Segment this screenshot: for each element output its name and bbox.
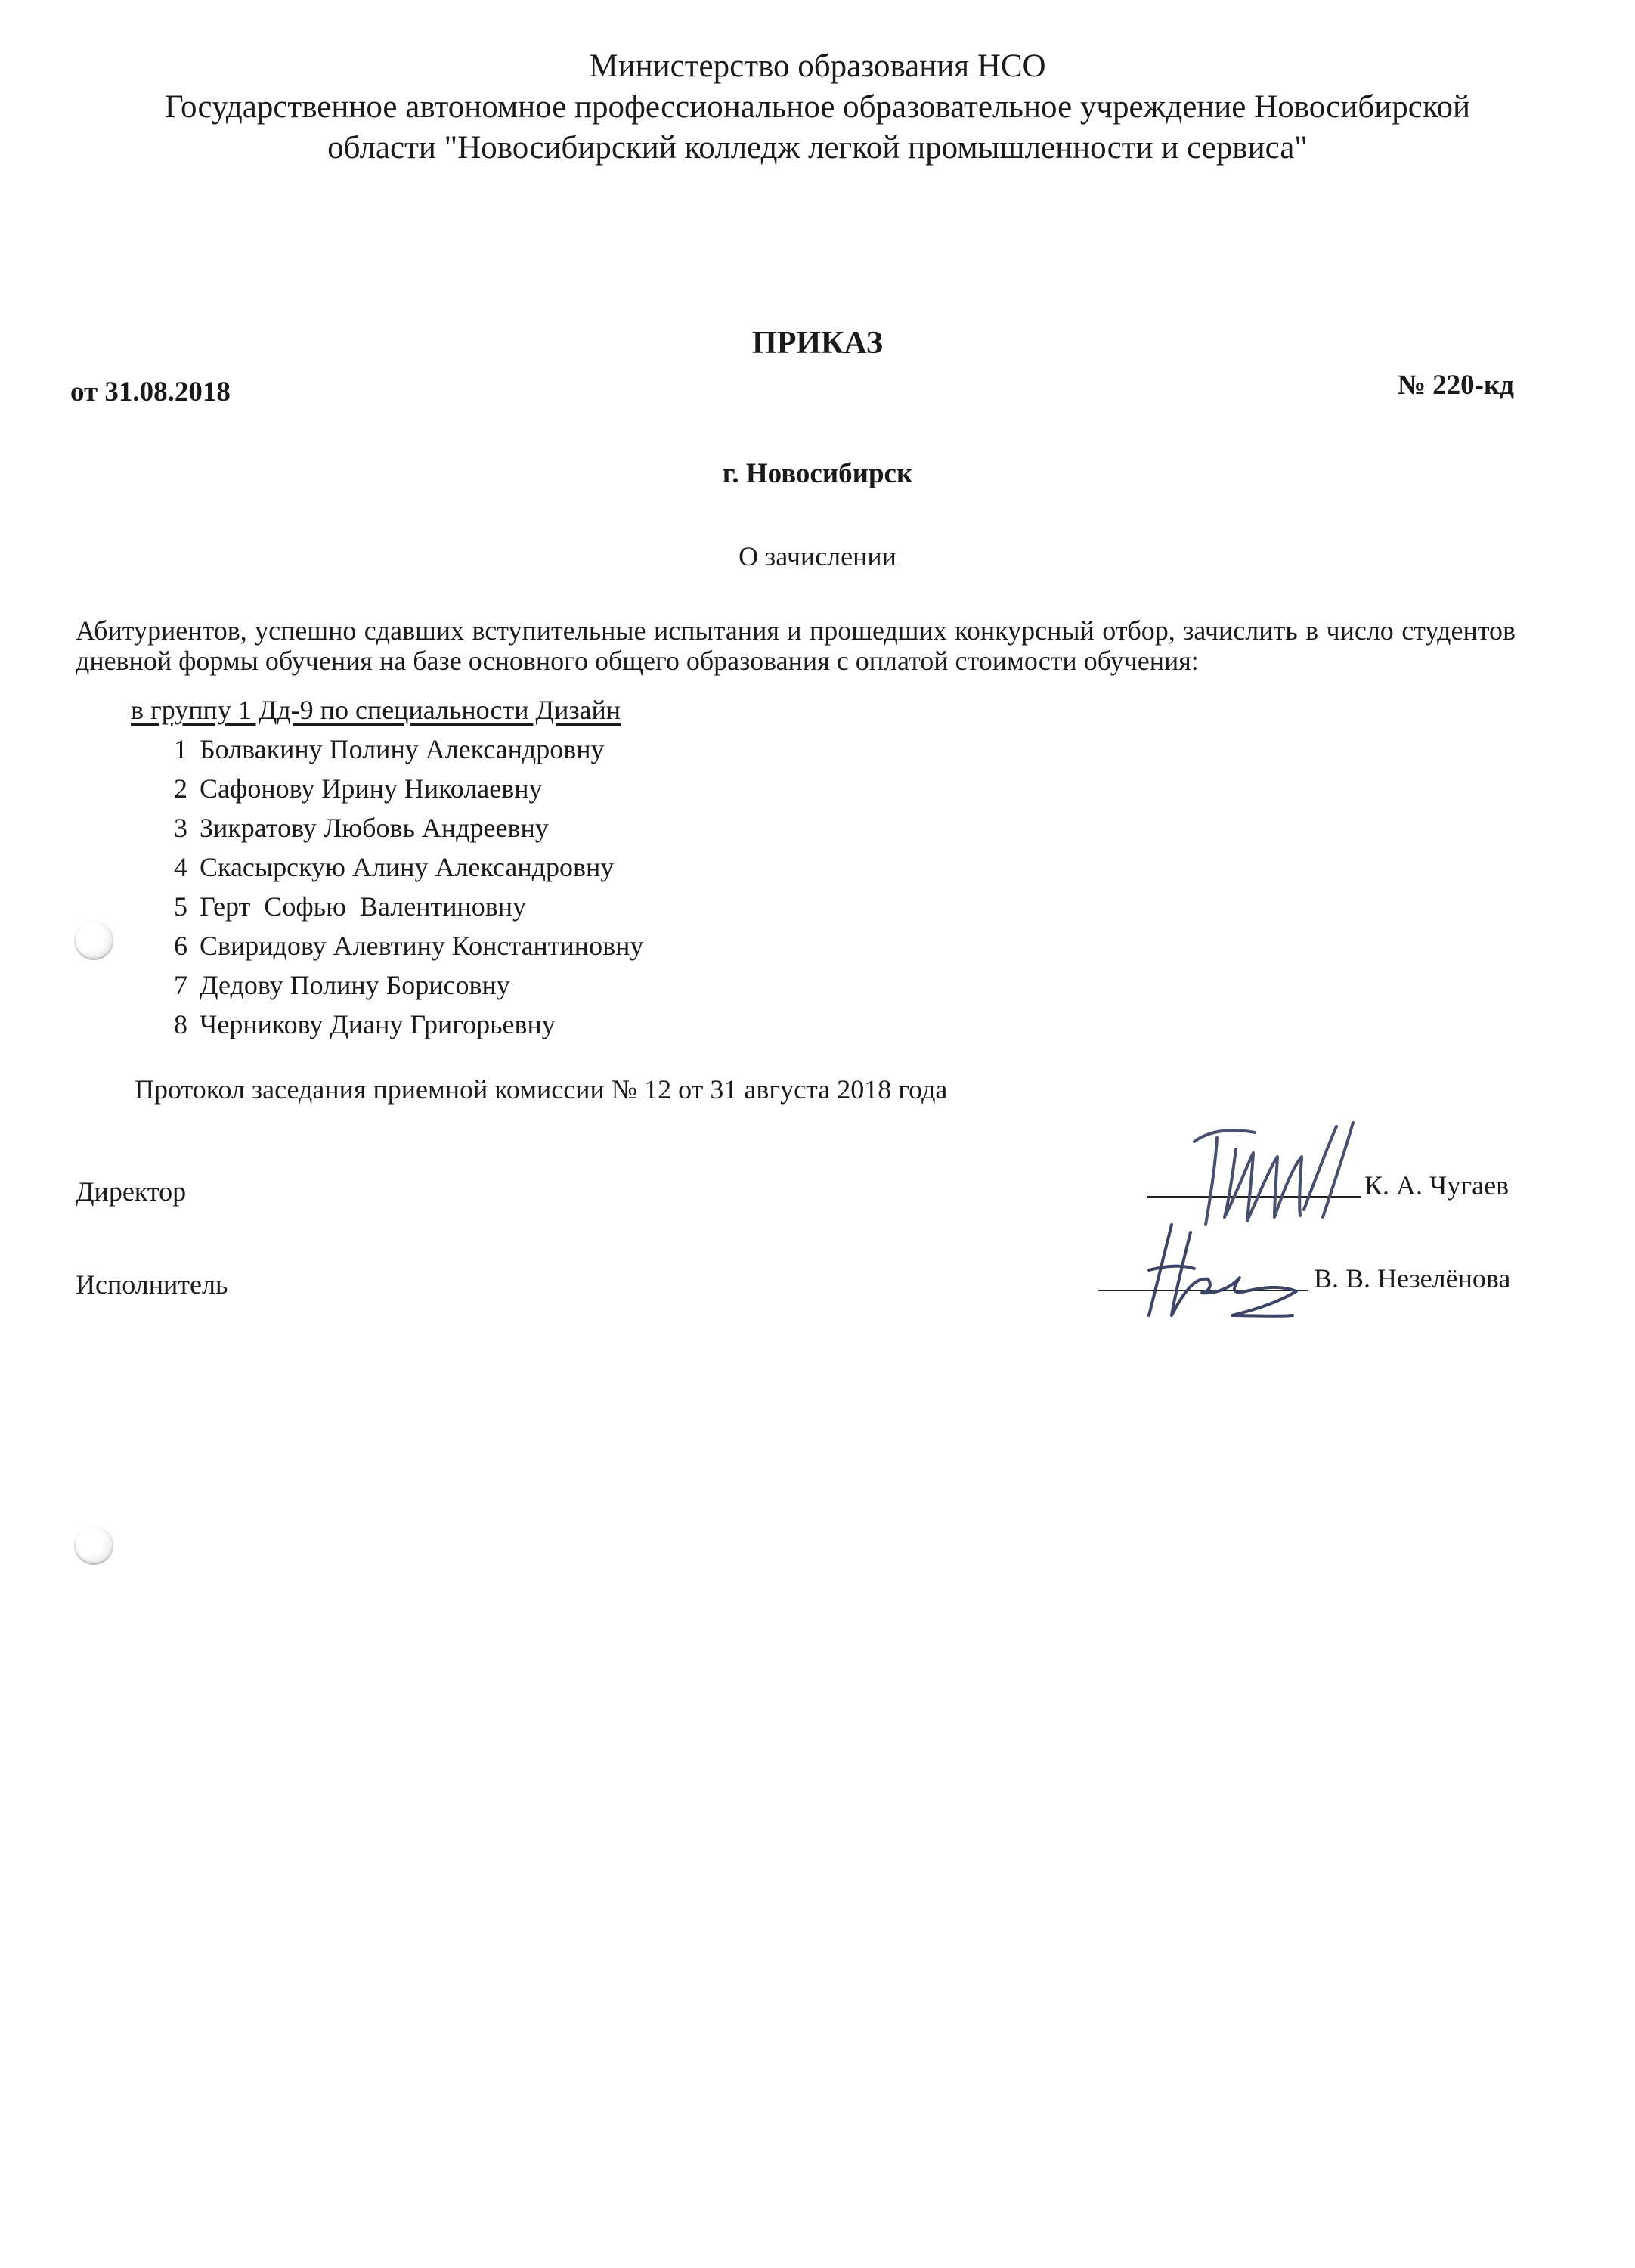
list-item [174, 930, 643, 962]
director-title: Директор [76, 1176, 187, 1207]
order-city: г. Новосибирск [722, 458, 913, 489]
list-item-number: 7 [174, 970, 187, 1000]
list-item-number: 3 [174, 813, 187, 843]
order-date: от 31.08.2018 [70, 376, 231, 407]
list-item-name: Болвакину Полину Александровну [200, 734, 605, 764]
institution-line-1: Государственное автономное профессиональное образовательное учреждение Новосибирской [164, 89, 1471, 125]
list-item-name: Зикратову Любовь Андреевну [200, 813, 549, 843]
order-title: ПРИКАЗ [752, 326, 883, 361]
group-line: в группу 1 Дд-9 по специальности Дизайн [131, 695, 621, 725]
ministry-heading: Министерство образования НСО [589, 48, 1046, 84]
list-item-number: 2 [174, 773, 187, 804]
list-item [174, 1009, 556, 1040]
list-item [174, 733, 604, 765]
director-name: К. А. Чугаев [1364, 1170, 1510, 1201]
list-item-number: 6 [174, 931, 187, 961]
order-subject: О зачислении [739, 541, 896, 572]
institution-line-2: области "Новосибирский колледж легкой промышленности и сервиса" [327, 130, 1308, 166]
list-item [174, 812, 549, 844]
list-item-name: Свиридову Алевтину Константиновну [200, 931, 644, 961]
list-item-number: 4 [174, 852, 187, 882]
order-intro-paragraph: Абитуриентов, успешно сдавших вступительные испытания и прошедших конкурсный отбор, зачислить в число студентов дневной формы обучения на базе основного общего образования с оплатой стоимости обучения: [76, 615, 1516, 676]
punch-hole-icon [74, 1526, 113, 1565]
list-item-name: Черникову Диану Григорьевну [200, 1009, 556, 1040]
executor-signature-icon [1119, 1202, 1315, 1346]
protocol-line: Протокол заседания приемной комиссии № 12 от 31 августа 2018 года [135, 1074, 948, 1105]
list-item [174, 773, 543, 804]
list-item [174, 851, 614, 883]
list-item-name: Герт Софью Валентиновну [200, 891, 526, 922]
list-item-number: 8 [174, 1009, 187, 1040]
list-item [174, 969, 510, 1001]
list-item-name: Сафонову Ирину Николаевну [200, 773, 543, 804]
executor-name: В. В. Незелёнова [1314, 1263, 1511, 1294]
punch-hole-icon [74, 921, 113, 960]
list-item-name: Дедову Полину Борисовну [200, 970, 510, 1000]
order-number: № 220-кд [1397, 370, 1514, 401]
list-item-number: 5 [174, 891, 187, 922]
executor-title: Исполнитель [76, 1269, 228, 1300]
list-item [174, 891, 526, 922]
list-item-number: 1 [174, 734, 187, 764]
list-item-name: Скасырскую Алину Александровну [200, 852, 615, 882]
